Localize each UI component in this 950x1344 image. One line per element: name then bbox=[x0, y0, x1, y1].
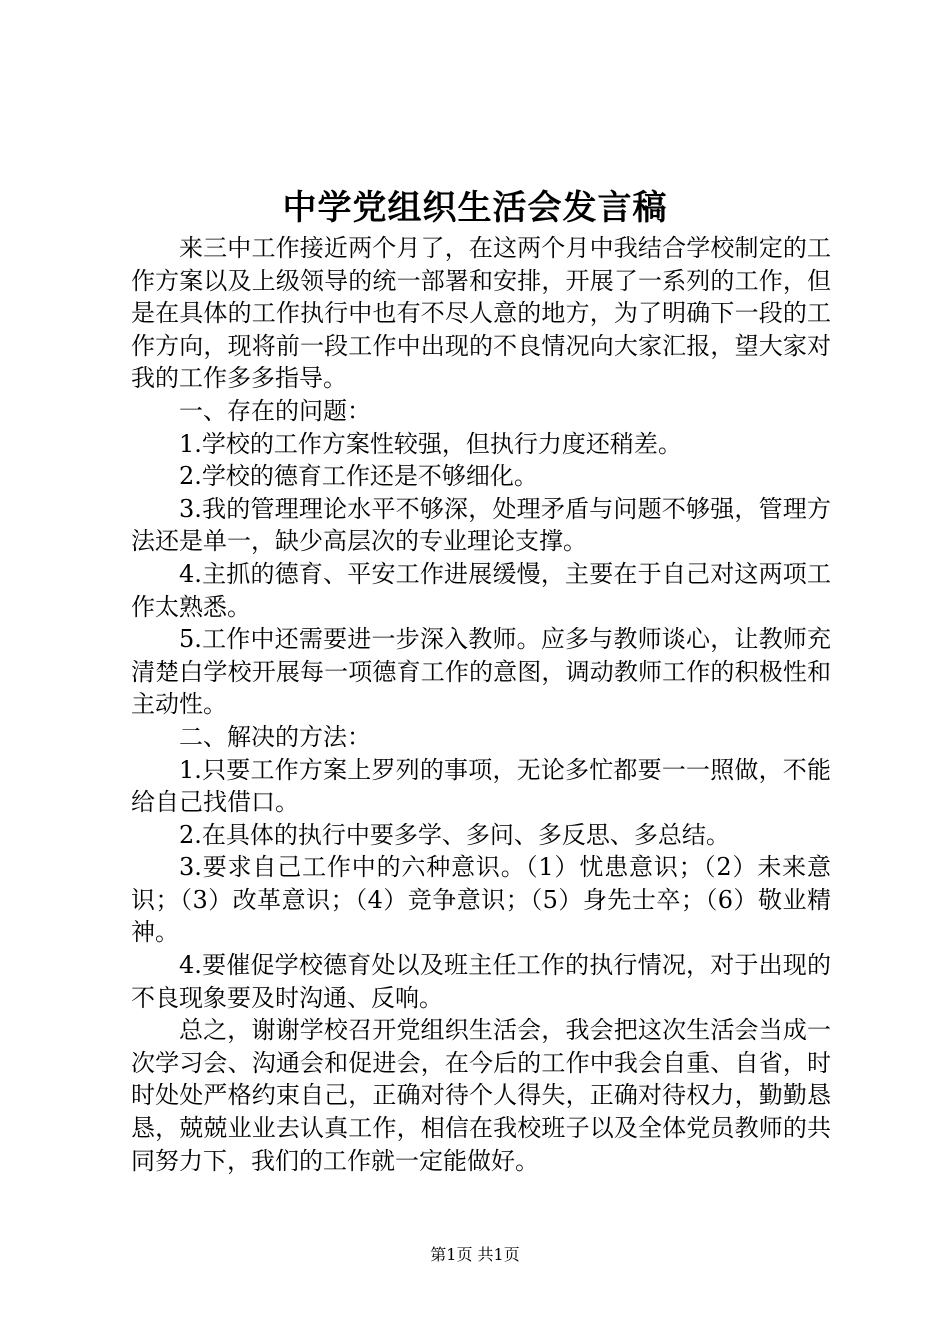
page-footer: 第1页 共1页 bbox=[430, 1245, 520, 1264]
problem-item-5: 5.工作中还需要进一步深入教师。应多与教师谈心，让教师充清楚白学校开展每一项德育工作的意图，调动教师工作的积极性和主动性。 bbox=[131, 625, 831, 719]
document-title: 中学党组织生活会发言稿 bbox=[282, 188, 668, 228]
solution-item-3: 3.要求自己工作中的六种意识。（1）忧患意识；（2）未来意识；（3）改革意识；（4）竞争意识；（5）身先士卒；（6）敬业精神。 bbox=[131, 853, 831, 947]
section-heading-solutions: 二、解决的方法： bbox=[179, 722, 371, 751]
solution-item-4: 4.要催促学校德育处以及班主任工作的执行情况，对于出现的不良现象要及时沟通、反响。 bbox=[131, 951, 831, 1012]
problem-item-3: 3.我的管理理论水平不够深，处理矛盾与问题不够强，管理方法还是单一，缺少高层次的专业理论支撑。 bbox=[131, 494, 831, 556]
solution-item-1: 1.只要工作方案上罗列的事项，无论多忙都要一一照做，不能给自己找借口。 bbox=[131, 755, 831, 817]
problem-item-2: 2.学校的德育工作还是不够细化。 bbox=[179, 462, 538, 491]
paragraph-conclusion: 总之，谢谢学校召开党组织生活会，我会把这次生活会当成一次学习会、沟通会和促进会，在今后的工作中我会自重、自省，时时处处严格约束自己，正确对待个人得失，正确对待权力，勤勤恳恳，兢兢业业去认真工作，相信在我校班子以及全体党员教师的共同努力下，我们的工作就一定能做好。 bbox=[131, 1016, 831, 1175]
solution-item-2: 2.在具体的执行中要多学、多问、多反思、多总结。 bbox=[179, 820, 730, 849]
paragraph-intro: 来三中工作接近两个月了，在这两个月中我结合学校制定的工作方案以及上级领导的统一部署和安排，开展了一系列的工作，但是在具体的工作执行中也有不尽人意的地方，为了明确下一段的工作方向，现将前一段工作中出现的不良情况向大家汇报，望大家对我的工作多多指导。 bbox=[131, 234, 831, 393]
document-body bbox=[131, 232, 831, 1177]
problem-item-4: 4.主抓的德育、平安工作进展缓慢，主要在于自己对这两项工作太熟悉。 bbox=[131, 559, 831, 621]
problem-item-1: 1.学校的工作方案性较强，但执行力度还稍差。 bbox=[179, 429, 682, 458]
section-heading-problems: 一、存在的问题： bbox=[179, 396, 371, 425]
